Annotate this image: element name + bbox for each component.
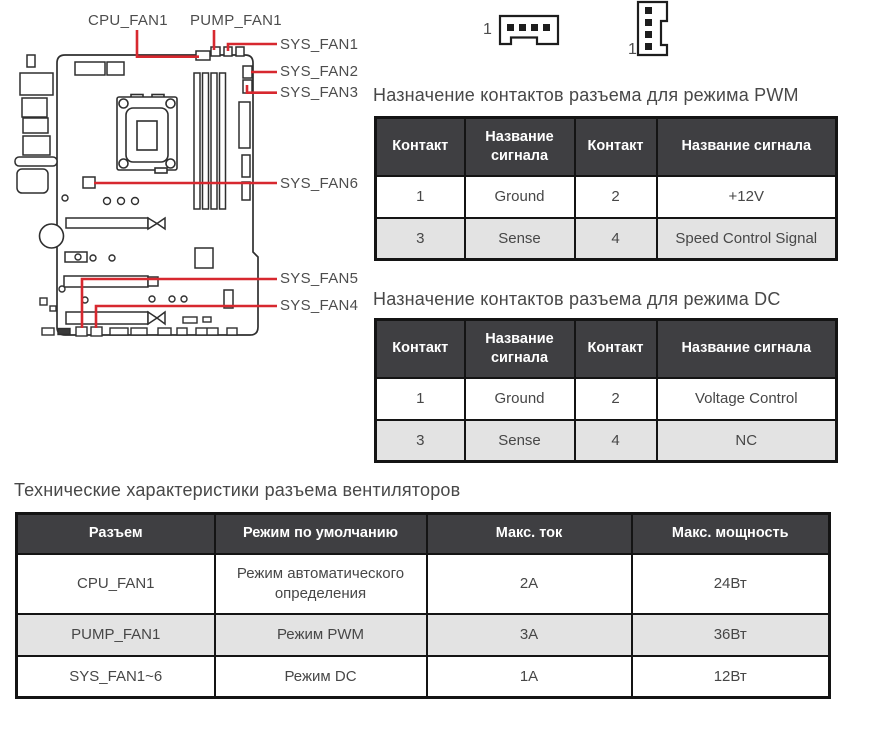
pwm-cell: Ground — [465, 176, 575, 218]
table-row — [376, 176, 837, 218]
dc-header-signal-1: Название сигнала — [465, 320, 575, 378]
spec-cell: Режим автоматического определения — [215, 554, 427, 614]
pwm-cell: 1 — [376, 176, 465, 218]
pwm-cell: 3 — [376, 218, 465, 260]
pwm-header-pin-2: Контакт — [575, 118, 657, 176]
dc-cell: Ground — [465, 378, 575, 420]
label-sys-fan1: SYS_FAN1 — [280, 36, 359, 53]
spec-cell: Режим DC — [215, 656, 427, 698]
dc-cell: 3 — [376, 420, 465, 462]
pwm-header-signal-1: Название сигнала — [465, 118, 575, 176]
table-row — [17, 614, 830, 656]
spec-header-power: Макс. мощность — [632, 514, 830, 554]
pump-fan-header — [211, 47, 220, 56]
table-row — [376, 378, 837, 420]
spec-cell: 12Вт — [632, 656, 830, 698]
table-row — [376, 420, 837, 462]
fan-spec-table — [15, 512, 831, 699]
label-sys-fan6: SYS_FAN6 — [280, 175, 359, 192]
pwm-header-pin-1: Контакт — [376, 118, 465, 176]
sys-fan4-header — [91, 327, 102, 336]
cmos-battery — [40, 224, 64, 248]
spec-cell: PUMP_FAN1 — [17, 614, 215, 656]
label-sys-fan3: SYS_FAN3 — [280, 84, 359, 101]
spec-header-mode: Режим по умолчанию — [215, 514, 427, 554]
spec-cell: 2A — [427, 554, 632, 614]
pin1-label-vertical: 1 — [628, 41, 637, 58]
dc-cell: NC — [657, 420, 837, 462]
label-sys-fan5: SYS_FAN5 — [280, 270, 359, 287]
spec-cell: CPU_FAN1 — [17, 554, 215, 614]
vertical-connector-icon — [628, 2, 667, 58]
dc-cell: Voltage Control — [657, 378, 837, 420]
dc-cell: Sense — [465, 420, 575, 462]
spec-section-title: Технические характеристики разъема вентиляторов — [14, 480, 461, 500]
spec-cell: 36Вт — [632, 614, 830, 656]
cpu-fan1-line — [137, 30, 199, 57]
dc-cell: 1 — [376, 378, 465, 420]
pwm-cell: 2 — [575, 176, 657, 218]
pwm-cell: Speed Control Signal — [657, 218, 837, 260]
spec-cell: SYS_FAN1~6 — [17, 656, 215, 698]
dc-header-pin-1: Контакт — [376, 320, 465, 378]
spec-cell: Режим PWM — [215, 614, 427, 656]
cpu-socket — [117, 95, 177, 174]
spec-header-connector: Разъем — [17, 514, 215, 554]
label-pump-fan1: PUMP_FAN1 — [190, 12, 282, 29]
label-sys-fan2: SYS_FAN2 — [280, 63, 359, 80]
dc-header-signal-2: Название сигнала — [657, 320, 837, 378]
dc-cell: 2 — [575, 378, 657, 420]
dc-pinout-table — [374, 318, 838, 463]
spec-cell: 1A — [427, 656, 632, 698]
sys-fan2-header — [243, 66, 252, 78]
table-row — [376, 218, 837, 260]
spec-cell: 24Вт — [632, 554, 830, 614]
pin1-label-horizontal: 1 — [483, 21, 492, 38]
label-sys-fan4: SYS_FAN4 — [280, 297, 359, 314]
spec-cell: 3A — [427, 614, 632, 656]
table-row — [17, 554, 830, 614]
sys-fan6-header — [83, 177, 95, 188]
label-cpu-fan1: CPU_FAN1 — [88, 12, 168, 29]
sys-fan5-header — [76, 327, 87, 336]
pwm-cell: +12V — [657, 176, 837, 218]
dc-section-title: Назначение контактов разъема для режима DC — [373, 289, 781, 309]
pwm-header-signal-2: Название сигнала — [657, 118, 837, 176]
horizontal-connector-icon — [483, 16, 558, 44]
dc-cell: 4 — [575, 420, 657, 462]
rear-io-blocks — [15, 55, 57, 193]
pwm-cell: 4 — [575, 218, 657, 260]
pwm-section-title: Назначение контактов разъема для режима PWM — [373, 85, 799, 105]
table-row — [17, 656, 830, 698]
dc-header-pin-2: Контакт — [575, 320, 657, 378]
pwm-cell: Sense — [465, 218, 575, 260]
pwm-pinout-table — [374, 116, 838, 261]
spec-header-current: Макс. ток — [427, 514, 632, 554]
fan-connector-icons — [470, 0, 680, 60]
